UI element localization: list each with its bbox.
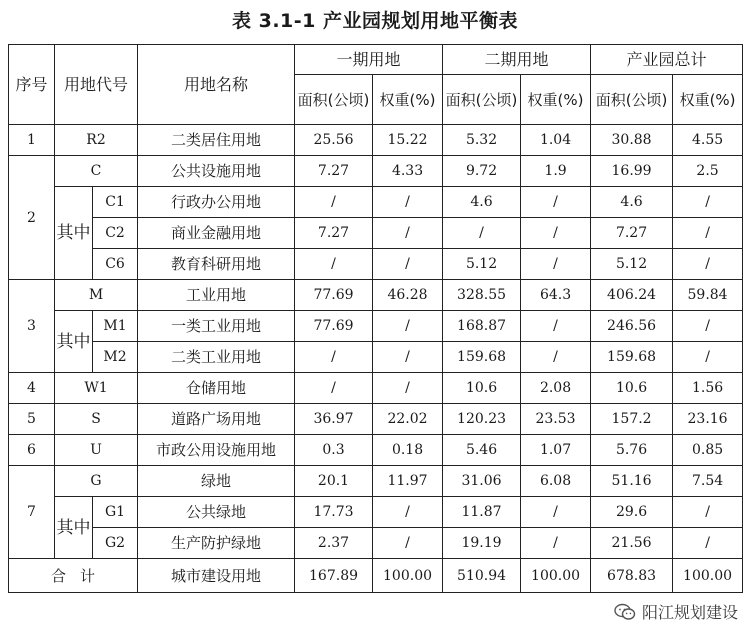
header-weight: 权重(%) (673, 75, 743, 125)
cell-value: 5.76 (591, 435, 673, 466)
cell-value: 406.24 (591, 280, 673, 311)
cell-name: 二类工业用地 (138, 342, 295, 373)
cell-value: / (373, 497, 443, 528)
cell-value: 7.27 (295, 156, 373, 187)
cell-code: C (55, 156, 138, 187)
header-seq: 序号 (9, 45, 55, 125)
cell-value: / (373, 528, 443, 559)
cell-code: R2 (55, 125, 138, 156)
table-row (9, 528, 743, 559)
cell-value: 7.54 (673, 466, 743, 497)
cell-code: C2 (93, 218, 138, 249)
cell-value: 11.87 (443, 497, 521, 528)
sub-label: 其中 (55, 311, 93, 373)
table-row (9, 342, 743, 373)
cell-value: 2.37 (295, 528, 373, 559)
land-balance-table (8, 44, 743, 593)
cell-value: 0.85 (673, 435, 743, 466)
header-weight: 权重(%) (521, 75, 591, 125)
cell-value: 4.6 (443, 187, 521, 218)
cell-value: 2.5 (673, 156, 743, 187)
cell-value: 100.00 (521, 559, 591, 593)
header-area: 面积(公顷) (295, 75, 373, 125)
cell-value: 64.3 (521, 280, 591, 311)
table-row (9, 435, 743, 466)
cell-value: / (295, 373, 373, 404)
cell-code: G1 (93, 497, 138, 528)
cell-value: 30.88 (591, 125, 673, 156)
cell-value: 10.6 (443, 373, 521, 404)
table-row (9, 280, 743, 311)
cell-value: 510.94 (443, 559, 521, 593)
cell-value: 25.56 (295, 125, 373, 156)
cell-value: 5.46 (443, 435, 521, 466)
cell-value: 1.56 (673, 373, 743, 404)
cell-code: U (55, 435, 138, 466)
cell-code: C6 (93, 249, 138, 280)
cell-value: 7.27 (591, 218, 673, 249)
header-area: 面积(公顷) (443, 75, 521, 125)
cell-value: / (521, 311, 591, 342)
cell-code: W1 (55, 373, 138, 404)
cell-value: 31.06 (443, 466, 521, 497)
table-row (9, 466, 743, 497)
cell-value: 0.3 (295, 435, 373, 466)
cell-value: / (373, 311, 443, 342)
cell-value: 15.22 (373, 125, 443, 156)
cell-seq: 5 (9, 404, 55, 435)
table-row (9, 311, 743, 342)
cell-name: 仓储用地 (138, 373, 295, 404)
cell-value: 1.9 (521, 156, 591, 187)
cell-value: / (373, 218, 443, 249)
cell-name: 行政办公用地 (138, 187, 295, 218)
cell-name: 公共设施用地 (138, 156, 295, 187)
cell-value: / (673, 249, 743, 280)
cell-value: 7.27 (295, 218, 373, 249)
cell-value: / (373, 249, 443, 280)
cell-value: 17.73 (295, 497, 373, 528)
cell-value: 19.19 (443, 528, 521, 559)
cell-name: 生产防护绿地 (138, 528, 295, 559)
cell-value: 328.55 (443, 280, 521, 311)
cell-value: / (521, 342, 591, 373)
cell-code: G (55, 466, 138, 497)
cell-name: 商业金融用地 (138, 218, 295, 249)
cell-value: 167.89 (295, 559, 373, 593)
cell-value: / (373, 187, 443, 218)
cell-value: / (673, 187, 743, 218)
table-row (9, 125, 743, 156)
cell-seq: 6 (9, 435, 55, 466)
cell-value: / (521, 218, 591, 249)
cell-value: 23.16 (673, 404, 743, 435)
cell-value: 1.04 (521, 125, 591, 156)
cell-value: 51.16 (591, 466, 673, 497)
cell-value: / (673, 342, 743, 373)
cell-value: 9.72 (443, 156, 521, 187)
header-total: 产业园总计 (591, 45, 743, 75)
cell-value: / (295, 249, 373, 280)
cell-seq: 2 (9, 156, 55, 280)
cell-name: 市政公用设施用地 (138, 435, 295, 466)
cell-value: 36.97 (295, 404, 373, 435)
table-row (9, 249, 743, 280)
cell-value: / (673, 528, 743, 559)
cell-value: 5.32 (443, 125, 521, 156)
cell-value: 10.6 (591, 373, 673, 404)
header-code: 用地代号 (55, 45, 138, 125)
table-row (9, 156, 743, 187)
cell-value: 678.83 (591, 559, 673, 593)
cell-value: 100.00 (373, 559, 443, 593)
cell-name: 教育科研用地 (138, 249, 295, 280)
cell-value: / (673, 311, 743, 342)
cell-value: 22.02 (373, 404, 443, 435)
cell-value: 159.68 (443, 342, 521, 373)
watermark (614, 600, 738, 623)
cell-name: 绿地 (138, 466, 295, 497)
cell-value: / (521, 528, 591, 559)
cell-code: M1 (93, 311, 138, 342)
cell-value: 1.07 (521, 435, 591, 466)
sub-label: 其中 (55, 497, 93, 559)
cell-value: 4.55 (673, 125, 743, 156)
cell-name: 公共绿地 (138, 497, 295, 528)
cell-value: 11.97 (373, 466, 443, 497)
cell-value: 77.69 (295, 311, 373, 342)
cell-seq: 4 (9, 373, 55, 404)
wechat-icon (614, 603, 636, 621)
cell-value: 77.69 (295, 280, 373, 311)
watermark-text: 阳江规划建设 (641, 603, 738, 622)
cell-seq: 1 (9, 125, 55, 156)
cell-value: 4.6 (591, 187, 673, 218)
header-phase1: 一期用地 (295, 45, 443, 75)
cell-value: 23.53 (521, 404, 591, 435)
cell-value: / (295, 342, 373, 373)
cell-name: 道路广场用地 (138, 404, 295, 435)
cell-code: M (55, 280, 138, 311)
cell-value: 100.00 (673, 559, 743, 593)
cell-seq: 3 (9, 280, 55, 373)
cell-value: / (373, 373, 443, 404)
cell-value: 246.56 (591, 311, 673, 342)
total-row (9, 559, 743, 593)
cell-value: 6.08 (521, 466, 591, 497)
table-row (9, 497, 743, 528)
table-row (9, 218, 743, 249)
header-area: 面积(公顷) (591, 75, 673, 125)
header-weight: 权重(%) (373, 75, 443, 125)
cell-value: 2.08 (521, 373, 591, 404)
cell-value: 5.12 (443, 249, 521, 280)
cell-value: / (673, 218, 743, 249)
total-label: 合计 (9, 559, 138, 593)
cell-value: 157.2 (591, 404, 673, 435)
cell-code: C1 (93, 187, 138, 218)
cell-value: / (295, 187, 373, 218)
cell-seq: 7 (9, 466, 55, 559)
header-phase2: 二期用地 (443, 45, 591, 75)
table-row (9, 404, 743, 435)
cell-value: 20.1 (295, 466, 373, 497)
cell-name: 城市建设用地 (138, 559, 295, 593)
cell-value: 16.99 (591, 156, 673, 187)
cell-value: 29.6 (591, 497, 673, 528)
cell-value: / (521, 187, 591, 218)
cell-value: 120.23 (443, 404, 521, 435)
cell-value: 59.84 (673, 280, 743, 311)
cell-value: 5.12 (591, 249, 673, 280)
table-title: 表 3.1-1 产业园规划用地平衡表 (232, 10, 518, 32)
cell-value: 168.87 (443, 311, 521, 342)
cell-value: 159.68 (591, 342, 673, 373)
cell-value: / (521, 249, 591, 280)
cell-code: S (55, 404, 138, 435)
cell-value: 46.28 (373, 280, 443, 311)
cell-code: G2 (93, 528, 138, 559)
cell-code: M2 (93, 342, 138, 373)
cell-name: 工业用地 (138, 280, 295, 311)
cell-value: / (673, 497, 743, 528)
cell-value: / (373, 342, 443, 373)
cell-name: 二类居住用地 (138, 125, 295, 156)
header-name: 用地名称 (138, 45, 295, 125)
cell-value: 21.56 (591, 528, 673, 559)
table-row (9, 373, 743, 404)
cell-value: 0.18 (373, 435, 443, 466)
cell-value: / (443, 218, 521, 249)
cell-value: 4.33 (373, 156, 443, 187)
cell-name: 一类工业用地 (138, 311, 295, 342)
sub-label: 其中 (55, 187, 93, 280)
cell-value: / (521, 497, 591, 528)
table-row (9, 187, 743, 218)
